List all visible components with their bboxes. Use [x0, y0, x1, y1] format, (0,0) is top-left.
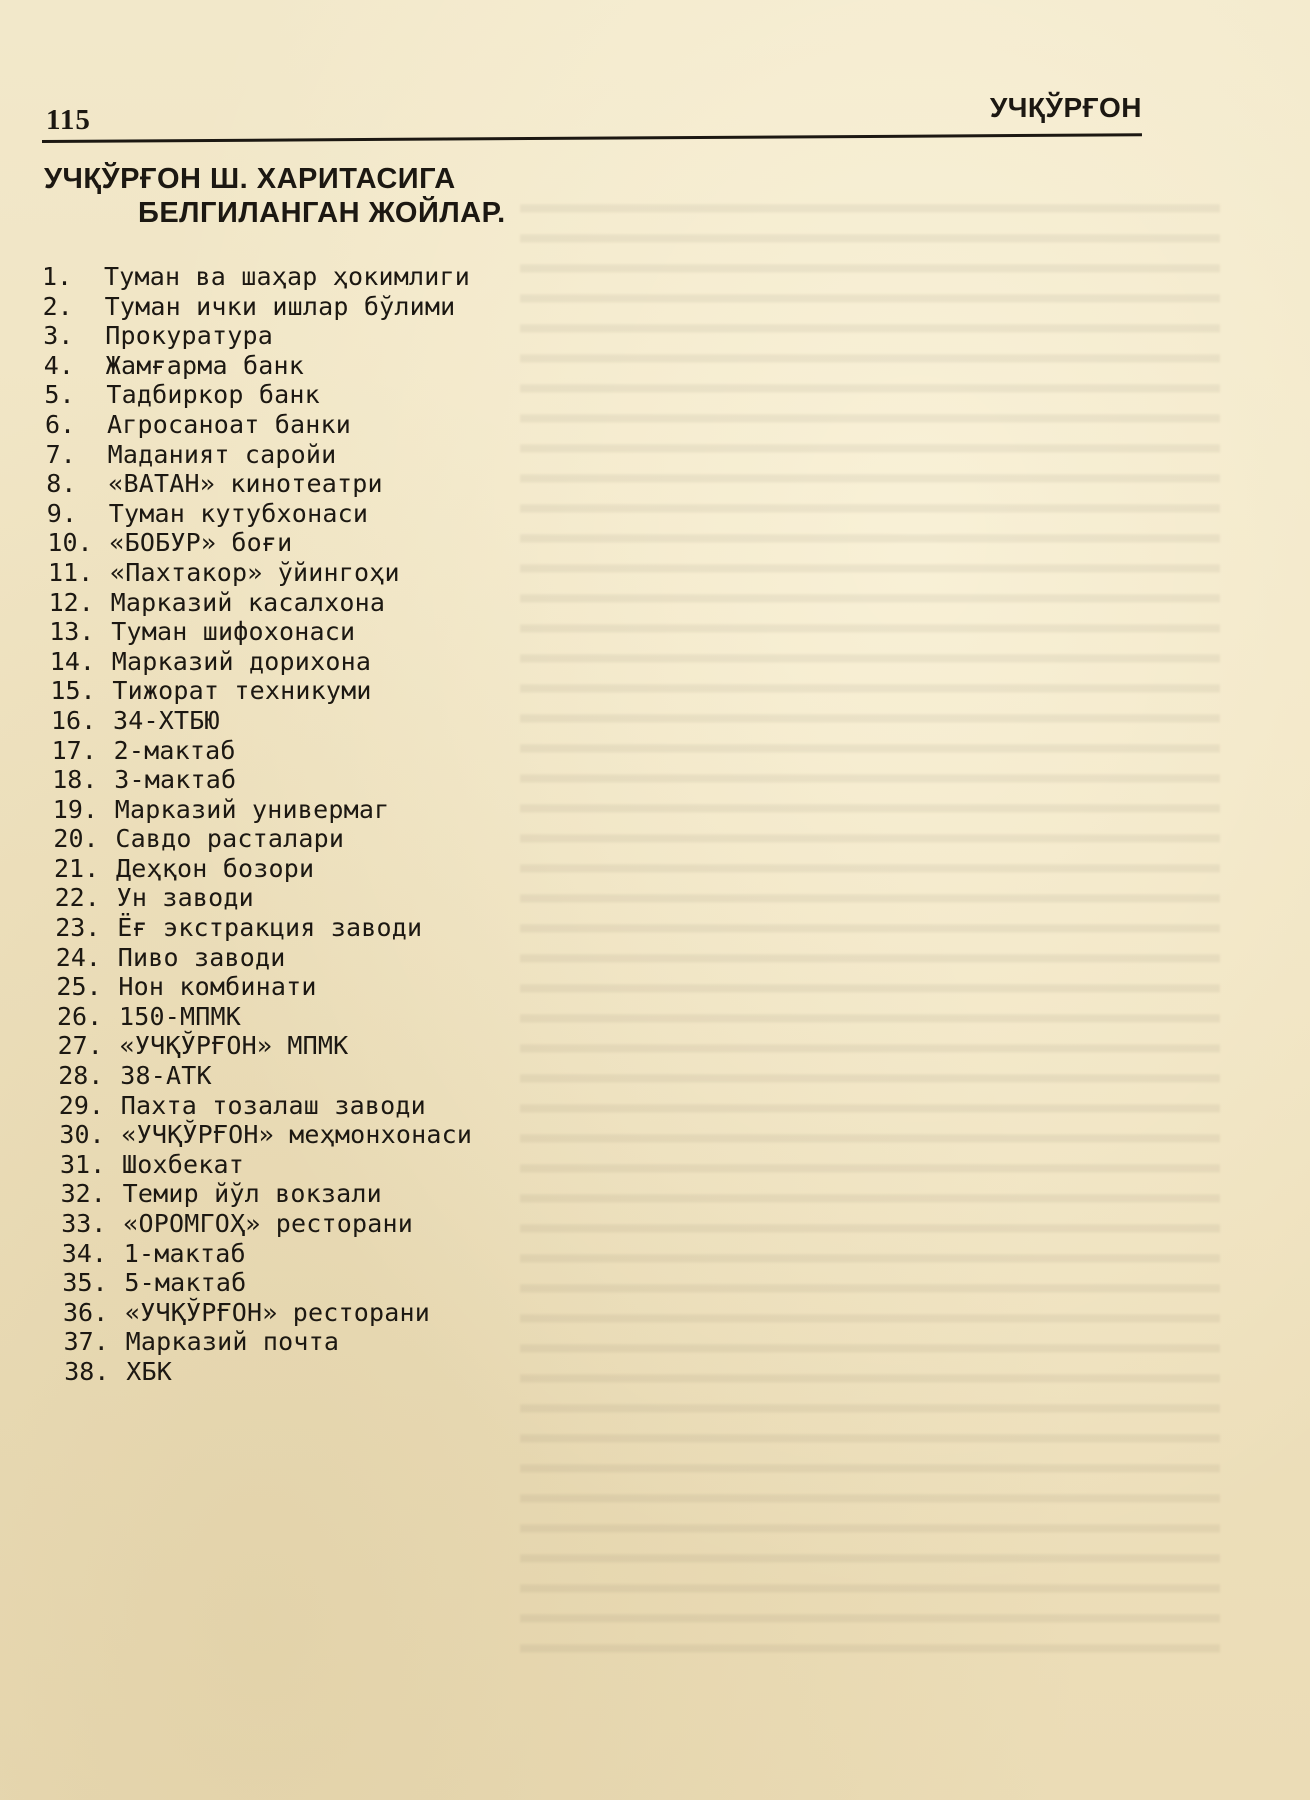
- list-item-label: Маданият саройи: [107, 439, 337, 469]
- bleed-through-texture: [520, 190, 1220, 1670]
- list-item-label: Туман ва шаҳар ҳокимлиги: [104, 262, 471, 291]
- list-item: [42, 913, 472, 943]
- list-item-label: Пиво заводи: [117, 942, 286, 972]
- list-item-label: Марказий касалхона: [110, 587, 386, 617]
- list-item: [42, 617, 472, 647]
- list-item: [42, 1002, 472, 1032]
- list-item: [42, 795, 472, 825]
- page-number: 115: [46, 104, 91, 136]
- list-item-number: 34.: [61, 1238, 107, 1268]
- list-item-label: «ОРОМГОҲ» ресторани: [123, 1209, 413, 1238]
- list-item: [42, 1209, 472, 1239]
- list-item-label: ХБК: [126, 1356, 172, 1386]
- list-item: [42, 1031, 472, 1061]
- list-item: [42, 824, 472, 854]
- list-item: [42, 1268, 472, 1298]
- list-item-label: Пахта тозалаш заводи: [120, 1090, 426, 1120]
- list-item-label: Прокуратура: [105, 321, 273, 351]
- list-item-number: 2.: [42, 291, 73, 321]
- list-item-label: «УЧҚЎРҒОН» меҳмонхонаси: [121, 1120, 473, 1150]
- list-item: [42, 943, 472, 973]
- list-item-number: 10.: [47, 528, 93, 558]
- list-item-number: 19.: [52, 794, 98, 824]
- list-item-number: 21.: [54, 853, 100, 883]
- list-item: [42, 528, 472, 558]
- list-item-label: Тадбиркор банк: [106, 380, 320, 410]
- list-item-label: 38-АТК: [120, 1061, 212, 1091]
- list-item: [42, 1327, 472, 1357]
- list-item-label: Деҳқон бозори: [116, 853, 315, 883]
- list-item-label: Ун заводи: [116, 883, 254, 913]
- list-item-label: «БОБУР» боғи: [109, 528, 293, 558]
- list-item: [42, 410, 472, 440]
- list-item-number: 11.: [48, 557, 94, 587]
- list-item-label: «Пахтакор» ўйингоҳи: [110, 557, 400, 587]
- list-item-number: 9.: [46, 498, 77, 528]
- list-item-number: 29.: [58, 1090, 104, 1120]
- list-item-number: 16.: [51, 705, 97, 735]
- list-item-number: 27.: [57, 1031, 103, 1061]
- list-item-label: Жамғарма банк: [105, 350, 305, 380]
- list-item: [42, 854, 472, 884]
- list-item-number: 36.: [63, 1297, 109, 1327]
- list-item-label: «ВАТАН» кинотеатри: [108, 469, 383, 499]
- list-item: [42, 765, 472, 795]
- list-item-number: 31.: [60, 1149, 106, 1179]
- list-item-label: 3-мактаб: [114, 765, 237, 795]
- list-item: [42, 499, 472, 529]
- list-item: [42, 883, 472, 913]
- list-item: [42, 1298, 472, 1328]
- list-item: [42, 676, 472, 706]
- list-item-number: 18.: [52, 765, 98, 795]
- list-item-number: 35.: [62, 1268, 108, 1298]
- list-item: [42, 321, 472, 351]
- places-list: [42, 262, 472, 1387]
- list-item-number: 13.: [49, 617, 95, 647]
- list-item: [42, 351, 472, 381]
- list-item-label: Тижорат техникуми: [112, 676, 372, 706]
- list-item-number: 15.: [50, 676, 96, 706]
- list-item-number: 12.: [48, 587, 94, 617]
- list-item-label: Марказий универмаг: [114, 794, 390, 824]
- list-item: [42, 1150, 472, 1180]
- list-item: [42, 1179, 472, 1209]
- list-item-label: Савдо расталари: [115, 824, 345, 854]
- list-item: [42, 1091, 472, 1121]
- list-item: [42, 706, 472, 736]
- list-item-number: 20.: [53, 824, 99, 854]
- list-item-label: 150-МПМК: [119, 1001, 242, 1031]
- list-item: [42, 736, 472, 766]
- section-title-line-2: БЕЛГИЛАНГАН ЖОЙЛАР.: [138, 197, 506, 229]
- list-item-number: 6.: [45, 409, 76, 439]
- list-item-label: Агросаноат банки: [107, 409, 352, 439]
- list-item: [42, 1239, 472, 1269]
- list-item-label: Марказий дорихона: [111, 646, 372, 676]
- list-item: [42, 469, 472, 499]
- list-item-label: Ёғ экстракция заводи: [117, 913, 423, 943]
- list-item-label: «УЧҚЎРҒОН» МПМК: [119, 1031, 349, 1061]
- list-item-number: 4.: [43, 350, 74, 380]
- list-item: [42, 588, 472, 618]
- list-item-number: 38.: [64, 1356, 110, 1386]
- list-item-label: 2-мактаб: [113, 735, 236, 765]
- list-item-number: 5.: [44, 380, 75, 410]
- list-item-number: 26.: [57, 1001, 103, 1031]
- list-item-number: 3.: [43, 321, 74, 351]
- section-title: [44, 162, 744, 230]
- list-item-number: 8.: [46, 469, 77, 499]
- list-item-number: 23.: [55, 913, 101, 943]
- list-item-number: 22.: [54, 883, 100, 913]
- list-item: [42, 440, 472, 470]
- section-title-line-1: УЧҚЎРҒОН Ш. ХАРИТАСИГА: [44, 163, 456, 195]
- list-item-label: 1-мактаб: [123, 1238, 246, 1268]
- list-item-label: Туман кутубхонаси: [108, 498, 369, 528]
- list-item: [42, 558, 472, 588]
- list-item-number: 14.: [49, 646, 95, 676]
- list-item-number: 37.: [63, 1327, 109, 1357]
- list-item-label: 5-мактаб: [124, 1268, 247, 1298]
- list-item-number: 17.: [51, 735, 97, 765]
- list-item: [42, 1061, 472, 1091]
- list-item: [42, 1120, 472, 1150]
- list-item: [42, 972, 472, 1002]
- list-item: [42, 647, 472, 677]
- list-item-number: 30.: [59, 1120, 105, 1150]
- list-item-label: Туман ички ишлар бўлими: [104, 291, 456, 321]
- list-item-label: Туман шифохонаси: [111, 617, 356, 647]
- running-head: УЧҚЎРҒОН: [989, 92, 1142, 123]
- list-item-label: Марказий почта: [125, 1327, 340, 1357]
- list-item-number: 7.: [45, 439, 76, 469]
- list-item: [42, 262, 472, 292]
- list-item-label: 34-ХТБЮ: [113, 705, 220, 735]
- list-item-number: 33.: [61, 1209, 107, 1238]
- list-item-number: 1.: [42, 262, 73, 291]
- list-item-number: 24.: [55, 942, 101, 972]
- list-item: [42, 380, 472, 410]
- list-item: [42, 292, 472, 322]
- list-item-label: Темир йўл вокзали: [122, 1179, 382, 1209]
- header-rule: [42, 133, 1142, 143]
- list-item-label: «УЧҚЎРҒОН» ресторани: [125, 1297, 431, 1327]
- list-item-number: 28.: [58, 1061, 104, 1091]
- list-item-label: Нон комбинати: [118, 972, 317, 1002]
- list-item: [42, 1357, 472, 1387]
- list-item-label: Шохбекат: [122, 1149, 245, 1179]
- list-item-number: 25.: [56, 972, 102, 1002]
- list-item-number: 32.: [60, 1179, 106, 1209]
